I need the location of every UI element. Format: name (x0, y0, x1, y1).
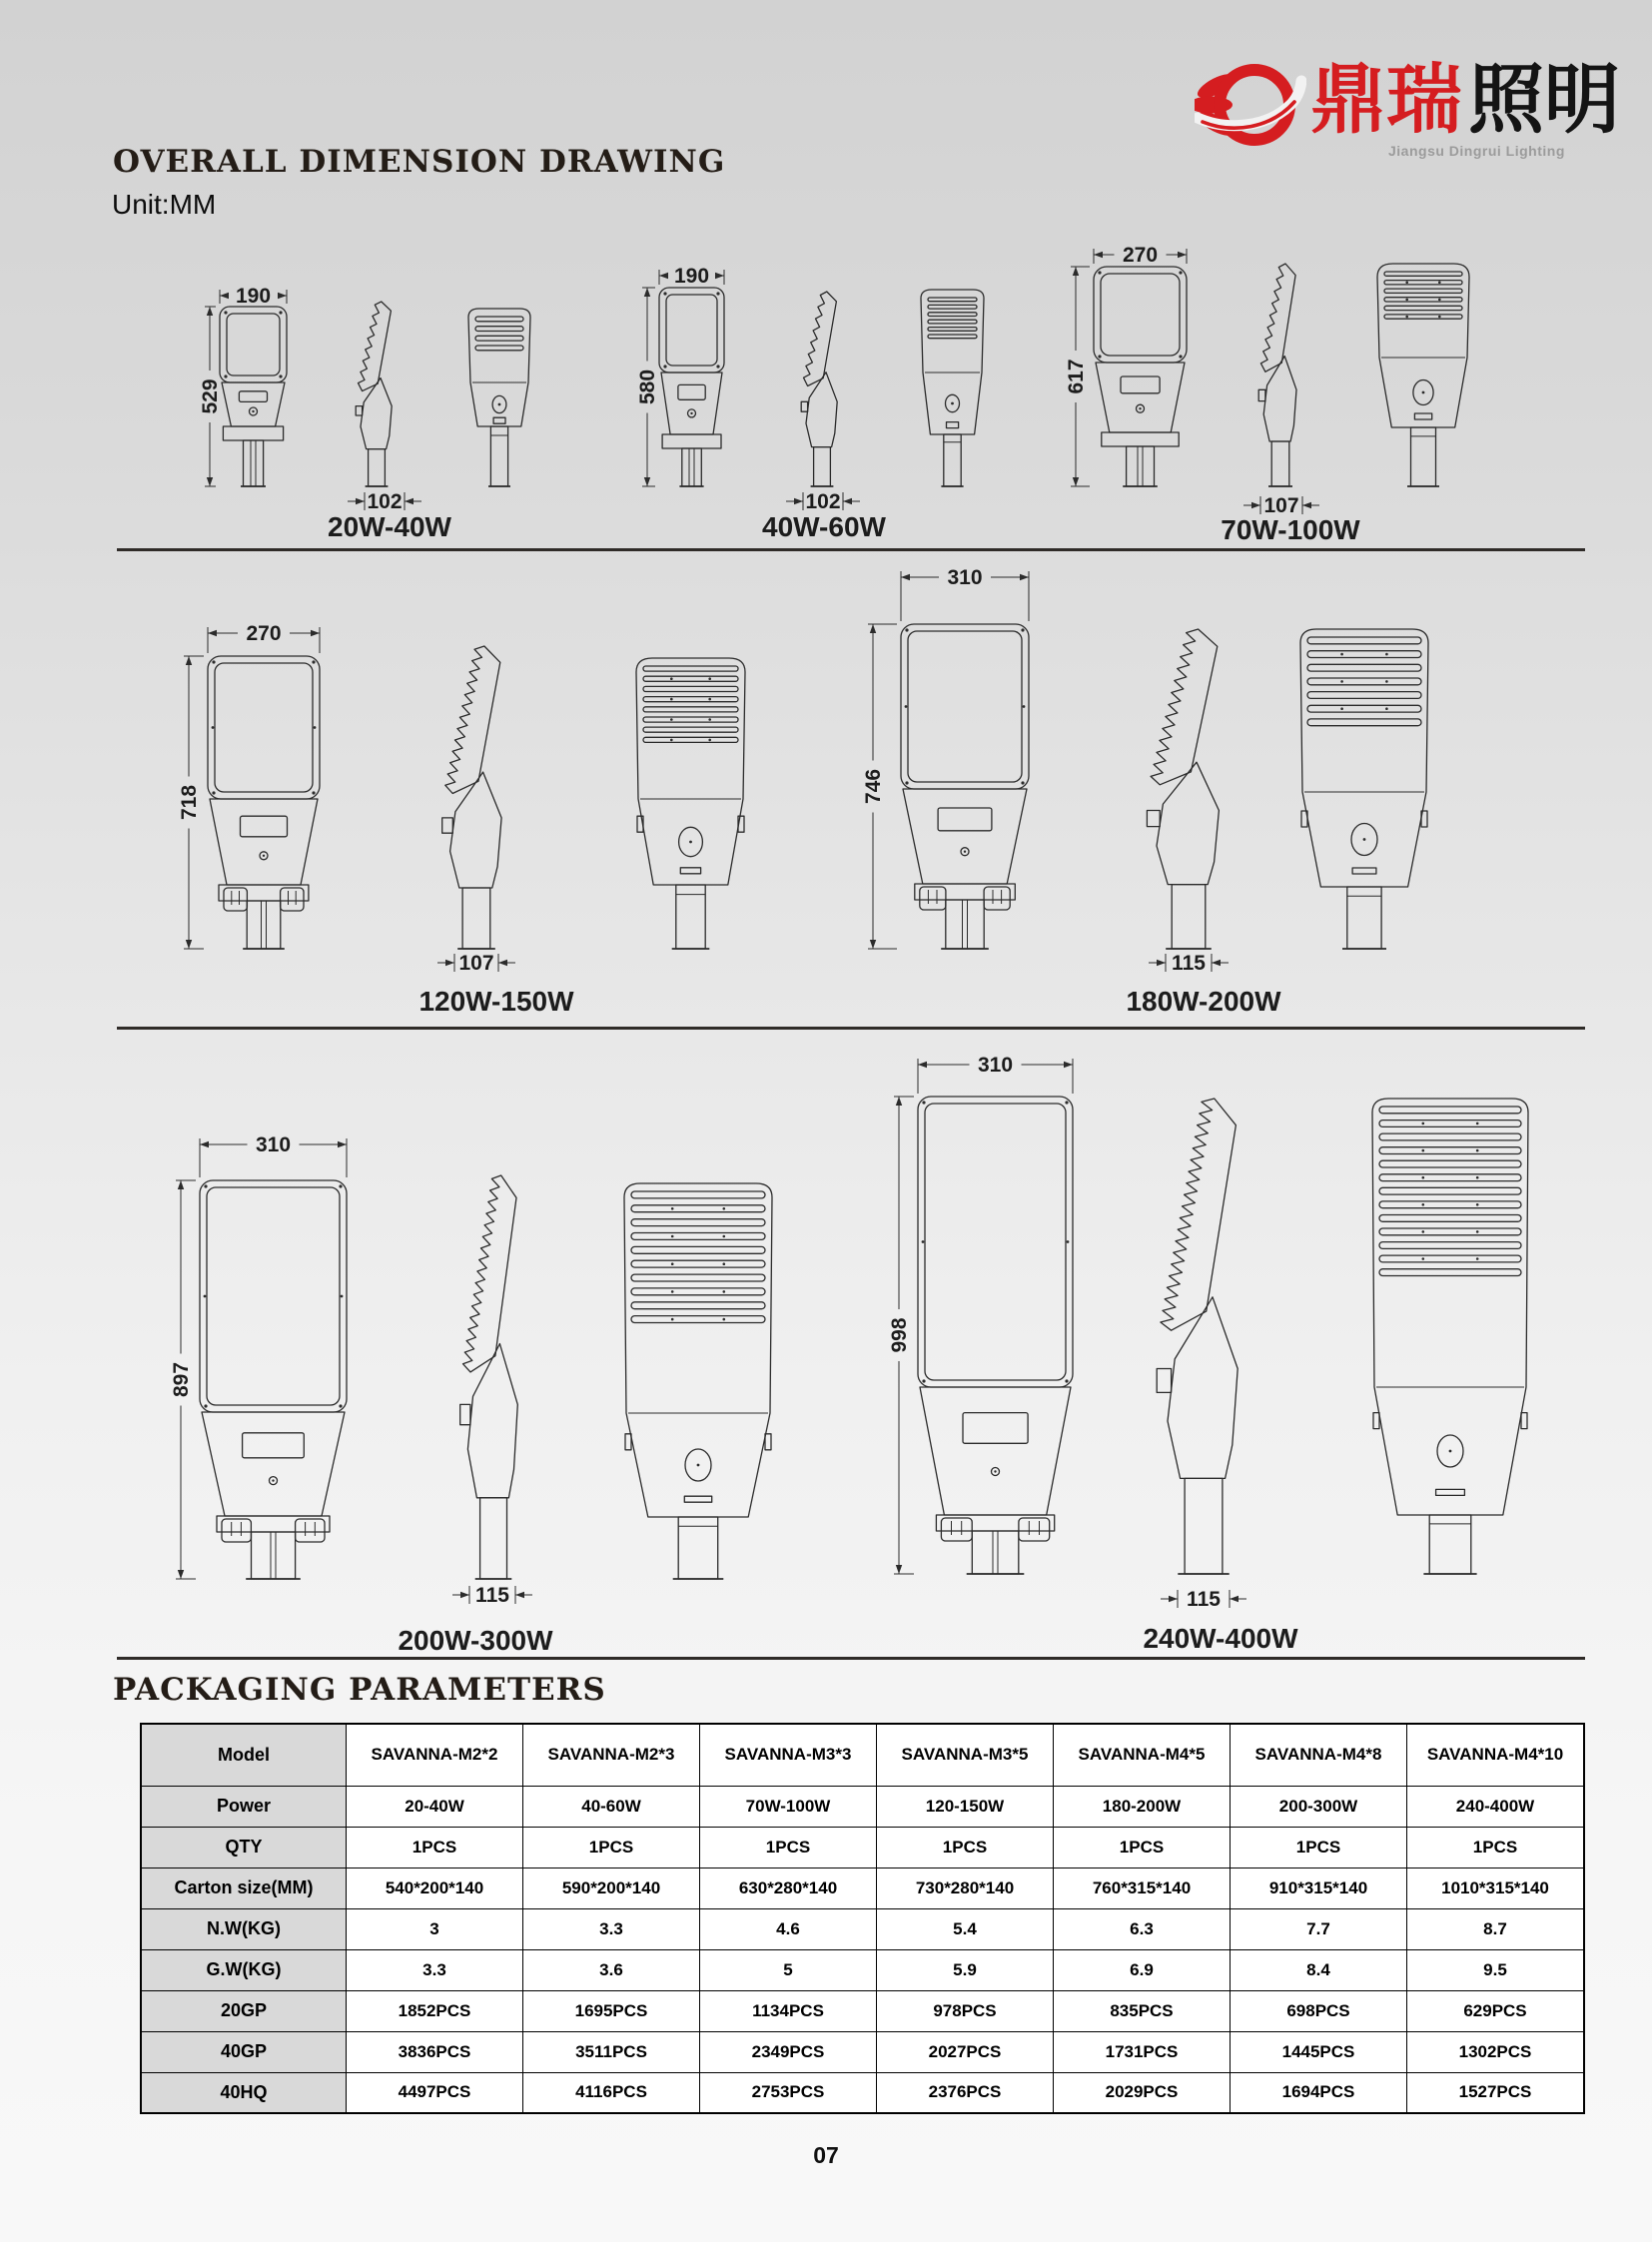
table-cell: 7.7 (1231, 1908, 1407, 1949)
table-cell: 2376PCS (877, 2072, 1054, 2113)
table-cell: 1PCS (700, 1827, 877, 1868)
table-cell: 629PCS (1407, 1990, 1585, 2031)
power-range-label: 70W-100W (1221, 514, 1360, 545)
table-cell: 1852PCS (347, 1990, 523, 2031)
height-dim-label: 998 (888, 1317, 911, 1353)
table-cell: 760*315*140 (1054, 1868, 1231, 1908)
drawing-group-40w-60w (636, 265, 984, 542)
table-cell: 5.9 (877, 1949, 1054, 1990)
table-cell: 3.3 (523, 1908, 700, 1949)
table-cell: 2029PCS (1054, 2072, 1231, 2113)
table-cell: 3.6 (523, 1949, 700, 1990)
power-range-label: 120W-150W (418, 986, 574, 1017)
unit-label: Unit:MM (112, 189, 217, 220)
table-cell: 6.3 (1054, 1908, 1231, 1949)
table-cell: 5 (700, 1949, 877, 1990)
table-cell: 2753PCS (700, 2072, 877, 2113)
row-header: G.W(KG) (141, 1949, 347, 1990)
depth-dim-label: 115 (1172, 952, 1206, 975)
width-dim-label: 190 (673, 265, 710, 288)
table-cell: 3 (347, 1908, 523, 1949)
height-dim-label: 617 (1065, 359, 1088, 394)
table-row (141, 1949, 1584, 1990)
table-cell: 835PCS (1054, 1990, 1231, 2031)
row-header: Power (141, 1786, 347, 1827)
table-cell: 1PCS (523, 1827, 700, 1868)
width-dim-label: 310 (947, 566, 983, 589)
table-cell: 698PCS (1231, 1990, 1407, 2031)
drawing-group-70w-100w (1065, 244, 1469, 545)
row-header: 20GP (141, 1990, 347, 2031)
table-row (141, 1827, 1584, 1868)
table-cell: 1527PCS (1407, 2072, 1585, 2113)
table-cell: SAVANNA-M2*2 (347, 1724, 523, 1786)
table-cell: 3.3 (347, 1949, 523, 1990)
table-cell: 1694PCS (1231, 2072, 1407, 2113)
table-row (141, 1908, 1584, 1949)
table-cell: 8.7 (1407, 1908, 1585, 1949)
table-cell: 1134PCS (700, 1990, 877, 2031)
table-cell: 9.5 (1407, 1949, 1585, 1990)
packaging-table (140, 1723, 1585, 2114)
table-cell: 3836PCS (347, 2031, 523, 2072)
table-cell: 1731PCS (1054, 2031, 1231, 2072)
table-cell: SAVANNA-M4*5 (1054, 1724, 1231, 1786)
section-title-packaging: PACKAGING PARAMETERS (113, 1672, 606, 1708)
drawing-group-180w-200w (862, 566, 1428, 1017)
depth-dim-label: 115 (475, 1584, 509, 1607)
table-cell: 1695PCS (523, 1990, 700, 2031)
row-separator (117, 548, 1585, 551)
table-cell: SAVANNA-M2*3 (523, 1724, 700, 1786)
drawing-group-240w-400w (888, 1054, 1528, 1654)
depth-dim-label: 102 (367, 490, 403, 513)
table-cell: SAVANNA-M4*10 (1407, 1724, 1585, 1786)
table-cell: 1PCS (1231, 1827, 1407, 1868)
row-header: Carton size(MM) (141, 1868, 347, 1908)
height-dim-label: 897 (170, 1361, 193, 1398)
table-cell: 40-60W (523, 1786, 700, 1827)
width-dim-label: 270 (246, 622, 282, 645)
depth-dim-label: 102 (805, 490, 841, 513)
height-dim-label: 580 (636, 369, 659, 405)
table-cell: 590*200*140 (523, 1868, 700, 1908)
table-cell: 4116PCS (523, 2072, 700, 2113)
power-range-label: 240W-400W (1143, 1623, 1298, 1654)
height-dim-label: 746 (862, 768, 885, 805)
table-cell: 1PCS (347, 1827, 523, 1868)
row-header: 40HQ (141, 2072, 347, 2113)
table-cell: 180-200W (1054, 1786, 1231, 1827)
table-cell: 6.9 (1054, 1949, 1231, 1990)
table-row (141, 1724, 1584, 1786)
row-header: 40GP (141, 2031, 347, 2072)
row-separator (117, 1657, 1585, 1660)
depth-dim-label: 107 (1263, 494, 1299, 517)
height-dim-label: 718 (178, 784, 201, 821)
table-row (141, 1786, 1584, 1827)
table-cell: 1PCS (1407, 1827, 1585, 1868)
width-dim-label: 310 (255, 1133, 292, 1156)
page-number: 07 (813, 2142, 839, 2168)
logo-tagline: Jiangsu Dingrui Lighting (1388, 143, 1565, 159)
table-cell: 730*280*140 (877, 1868, 1054, 1908)
width-dim-label: 310 (977, 1054, 1014, 1077)
drawing-group-200w-300w (170, 1133, 772, 1656)
packaging-table-body (141, 1724, 1584, 2113)
table-cell: 200-300W (1231, 1786, 1407, 1827)
table-row (141, 2072, 1584, 2113)
drawing-group-120w-150w (178, 622, 745, 1017)
table-cell: 70W-100W (700, 1786, 877, 1827)
row-separator (117, 1027, 1585, 1030)
section-title-dimensions: OVERALL DIMENSION DRAWING (113, 144, 726, 180)
table-cell: 4497PCS (347, 2072, 523, 2113)
row-header: Model (141, 1724, 347, 1786)
table-cell: 1010*315*140 (1407, 1868, 1585, 1908)
table-cell: 5.4 (877, 1908, 1054, 1949)
table-cell: 3511PCS (523, 2031, 700, 2072)
table-cell: 978PCS (877, 1990, 1054, 2031)
table-cell: 1PCS (877, 1827, 1054, 1868)
power-range-label: 40W-60W (762, 511, 886, 542)
drawing-group-20w-40w (199, 285, 530, 542)
power-range-label: 20W-40W (328, 511, 451, 542)
table-cell: 540*200*140 (347, 1868, 523, 1908)
table-row (141, 1990, 1584, 2031)
table-cell: SAVANNA-M3*3 (700, 1724, 877, 1786)
table-row (141, 2031, 1584, 2072)
table-cell: 1302PCS (1407, 2031, 1585, 2072)
table-cell: 20-40W (347, 1786, 523, 1827)
table-cell: 2349PCS (700, 2031, 877, 2072)
table-cell: SAVANNA-M4*8 (1231, 1724, 1407, 1786)
table-row (141, 1868, 1584, 1908)
width-dim-label: 190 (235, 285, 272, 308)
width-dim-label: 270 (1122, 244, 1159, 267)
power-range-label: 200W-300W (398, 1625, 553, 1656)
power-range-label: 180W-200W (1126, 986, 1281, 1017)
depth-dim-label: 107 (458, 952, 494, 975)
logo-wordmark-red: 鼎瑞 (1310, 55, 1462, 144)
row-header: N.W(KG) (141, 1908, 347, 1949)
table-cell: SAVANNA-M3*5 (877, 1724, 1054, 1786)
table-cell: 2027PCS (877, 2031, 1054, 2072)
table-cell: 4.6 (700, 1908, 877, 1949)
table-cell: 120-150W (877, 1786, 1054, 1827)
table-cell: 910*315*140 (1231, 1868, 1407, 1908)
table-cell: 1445PCS (1231, 2031, 1407, 2072)
depth-dim-label: 115 (1187, 1588, 1221, 1611)
table-cell: 240-400W (1407, 1786, 1585, 1827)
row-header: QTY (141, 1827, 347, 1868)
table-cell: 1PCS (1054, 1827, 1231, 1868)
table-cell: 630*280*140 (700, 1868, 877, 1908)
logo-wordmark-black: 照明 (1468, 55, 1620, 144)
table-cell: 8.4 (1231, 1949, 1407, 1990)
height-dim-label: 529 (199, 378, 222, 414)
